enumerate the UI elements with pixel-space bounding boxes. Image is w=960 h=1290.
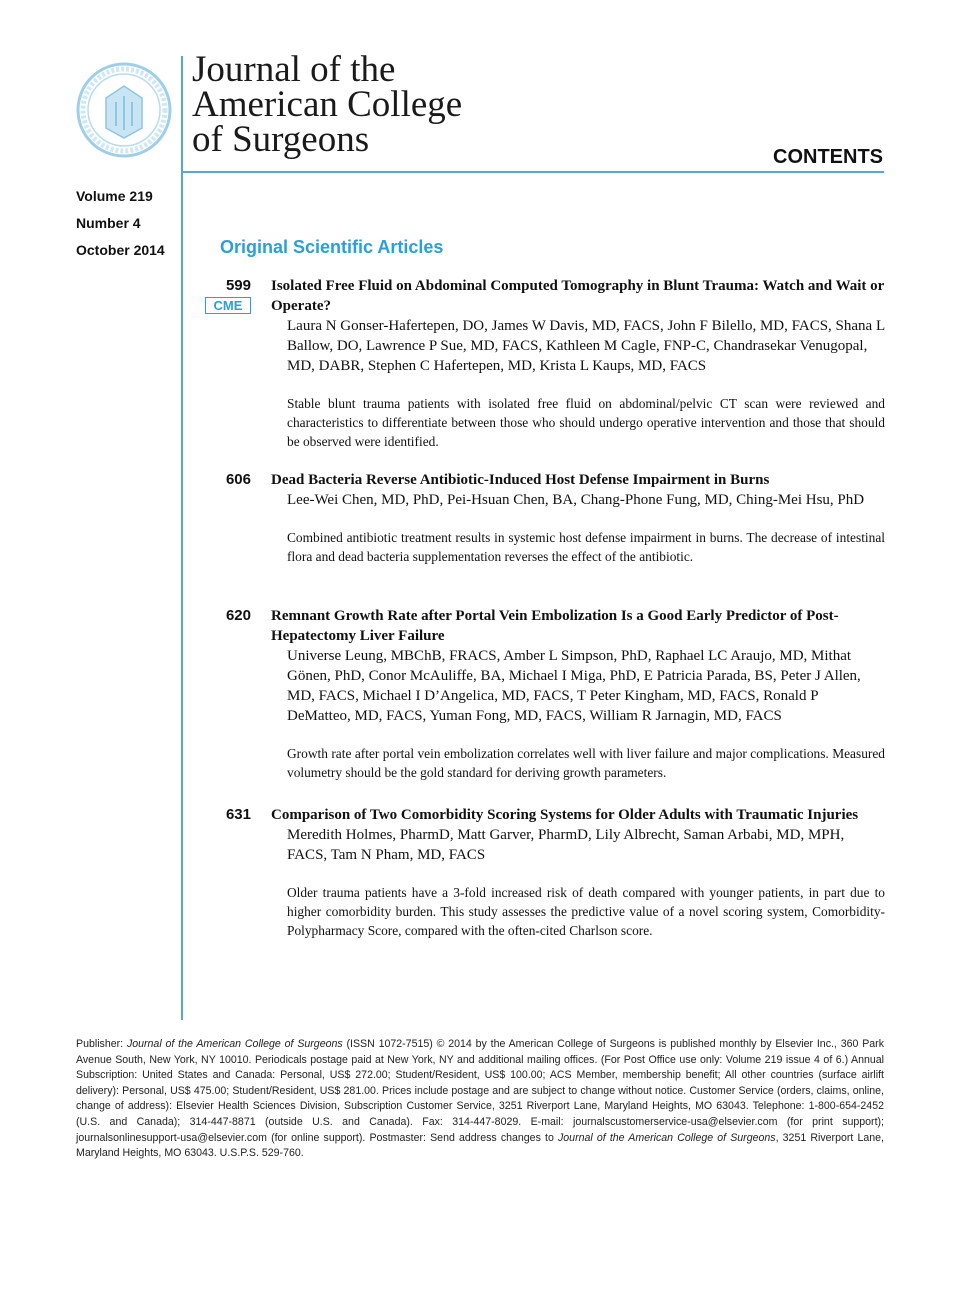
- footer-text: (ISSN 1072-7515) © 2014 by the American College of Surgeons is published monthly by Elsevier Inc., 360 Park Avenue South, New York, NY 10010. Periodicals postage paid at New York, NY and additional mailing offices. (For Post Office use only: Volume 219 issue 4 of 6.) Annual Subscription: United States and Canada: Personal, US$ 272.00; Student/Resident, US$ 100.00; ACS Member, membership benefit; All other countries (surface airlift delivery): Personal, US$ 475.00; Student/Resident, US$ 281.00. Prices include postage and are subject to change without notice. Customer Service (orders, claims, online, change of address): Elsevier Health Sciences Division, Subscription Customer Service, 3251 Riverport Lane, Maryland Heights, MO 63043. Telephone: 1-800-654-2452 (U.S. and Canada); 314-447-8871 (outside U.S. and Canada). Fax: 314-447-8029. E-mail: journalscustomerservice-usa@elsevier.com (for print support); journalsonlinesupport-usa@elsevier.com (for online support). Postmaster: Send address changes to: [76, 1038, 884, 1144]
- volume-label: Volume 219: [76, 188, 153, 204]
- article-page-number: 606: [225, 471, 251, 488]
- footer-text: , 3251 Riverport Lane, Maryland Heights, MO 63043. U.S.P.S. 529-760.: [76, 1131, 884, 1160]
- article-abstract: Combined antibiotic treatment results in systemic host defense impairment in burns. The decrease of intestinal flora and dead bacteria supplementation reverses the effect of the antibiotic.: [287, 530, 885, 564]
- article-title[interactable]: Isolated Free Fluid on Abdominal Computed Tomography in Blunt Trauma: Watch and Wait or Operate?: [271, 278, 885, 314]
- article-page-number: 631: [225, 806, 251, 823]
- section-title: Original Scientific Articles: [220, 237, 444, 257]
- article-title[interactable]: Dead Bacteria Reverse Antibiotic-Induced Host Defense Impairment in Burns: [271, 472, 770, 488]
- article-authors: Meredith Holmes, PharmD, Matt Garver, PharmD, Lily Albrecht, Saman Arbabi, MD, MPH, FACS, Tam N Pham, MD, FACS: [287, 827, 845, 863]
- footer-journal-name: Journal of the American College of Surgeons: [126, 1038, 343, 1050]
- footer-publisher-label: Publisher:: [76, 1038, 127, 1050]
- journal-title: Journal of the American College of Surgeons: [192, 49, 463, 160]
- article-entry[interactable]: [205, 805, 885, 940]
- cme-badge[interactable]: CME: [205, 297, 251, 314]
- article-authors: Laura N Gonser-Hafertepen, DO, James W Davis, MD, FACS, John F Bilello, MD, FACS, Shana L Ballow, DO, Lawrence P Sue, MD, FACS, Kathleen M Cagle, FNP-C, Chandrasekar Venugopal, MD, DABR, Stephen C Hafertepen, MD, Krista L Kaups, MD, FACS: [287, 318, 885, 374]
- article-authors: Lee-Wei Chen, MD, PhD, Pei-Hsuan Chen, BA, Chang-Phone Fung, MD, Ching-Mei Hsu, PhD: [287, 492, 865, 508]
- issue-date: October 2014: [76, 242, 165, 258]
- article-abstract: Growth rate after portal vein embolization correlates well with liver failure and major complications. Measured volumetry should be the gold standard for deriving growth parameters.: [287, 746, 885, 780]
- issue-number: Number 4: [76, 215, 141, 231]
- header-rule: [182, 171, 884, 173]
- article-entry[interactable]: [205, 276, 885, 451]
- article-authors: Universe Leung, MBChB, FRACS, Amber L Simpson, PhD, Raphael LC Araujo, MD, Mithat Gönen, PhD, Conor McAuliffe, BA, Michael I Miga, PhD, E Patricia Parada, BS, Peter J Allen, MD, FACS, Michael I D’Angelica, MD, FACS, T Peter Kingham, MD, FACS, Ronald P DeMatteo, MD, FACS, Yuman Fong, MD, FACS, William R Jarnagin, MD, FACS: [287, 648, 861, 724]
- footer-journal-name: Journal of the American College of Surgeons: [557, 1131, 776, 1144]
- publisher-footer: [76, 1037, 884, 1162]
- article-abstract: Older trauma patients have a 3-fold increased risk of death compared with younger patients, in part due to higher comorbidity burden. This study assesses the predictive value of a novel scoring system, Comorbidity-Polypharmacy Score, compared with the often-cited Charlson score.: [287, 885, 885, 938]
- article-abstract: Stable blunt trauma patients with isolated free fluid on abdominal/pelvic CT scan were reviewed and characteristics to differentiate between those who should undergo operative intervention and those that should be observed were identified.: [287, 396, 885, 449]
- article-entry[interactable]: [205, 606, 885, 782]
- article-title[interactable]: Comparison of Two Comorbidity Scoring Systems for Older Adults with Traumatic Injuries: [271, 807, 859, 823]
- college-seal-logo: [76, 58, 172, 162]
- article-title[interactable]: Remnant Growth Rate after Portal Vein Embolization Is a Good Early Predictor of Post-Hepatectomy Liver Failure: [271, 608, 839, 644]
- article-page-number: 599: [225, 277, 251, 294]
- article-page-number: 620: [225, 607, 251, 624]
- contents-label: CONTENTS: [773, 146, 883, 168]
- vertical-rule: [181, 56, 183, 1020]
- article-entry[interactable]: [205, 470, 885, 566]
